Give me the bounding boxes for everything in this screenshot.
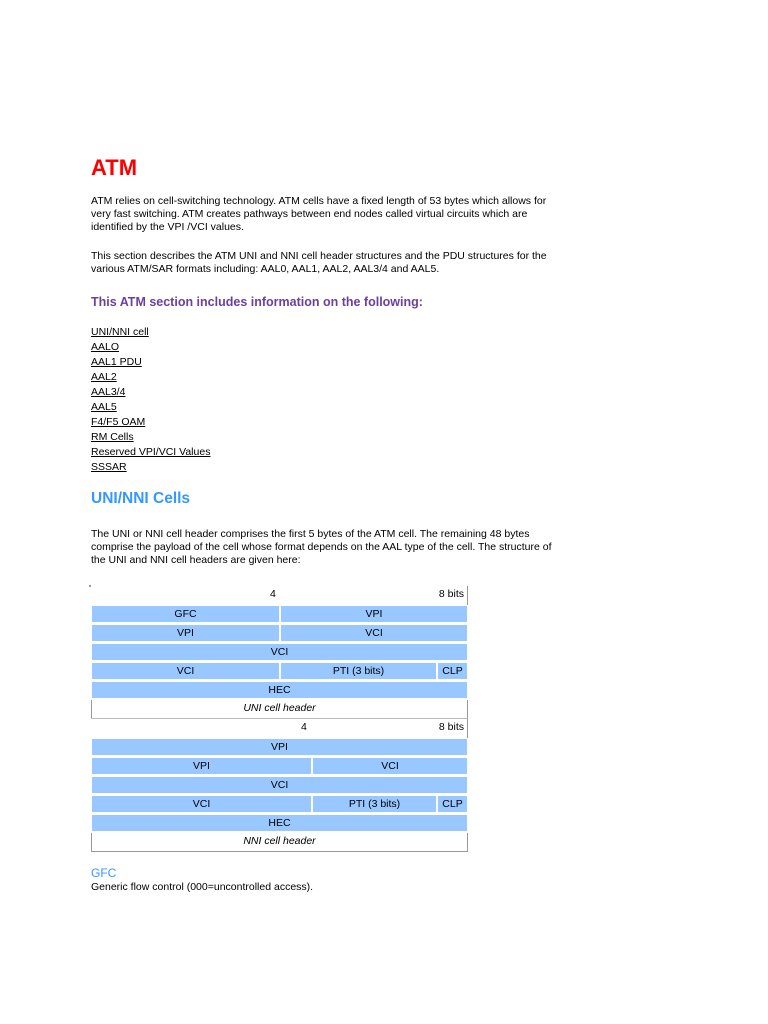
field-vpi: VPI <box>91 757 312 775</box>
uni-table-caption: UNI cell header <box>91 700 468 719</box>
field-vci: VCI <box>91 776 468 794</box>
uni-nni-paragraph: The UNI or NNI cell header comprises the first 5 bytes of the ATM cell. The remaining 48 bytes comprise the payload of the cell whose format depends on the AAL type of the cell. The structure of the UNI and NNI cell headers are given here: <box>91 528 552 566</box>
link-rm-cells[interactable]: RM Cells <box>91 431 134 443</box>
table-row <box>91 795 468 814</box>
intro-paragraph-1: ATM relies on cell-switching technology. ATM cells have a fixed length of 53 bytes which allows for very fast switching. ATM creates pathways between end nodes called virtual circuits which are identified by the VPI /VCI values. <box>91 195 547 233</box>
bit-marker-mid: 4 <box>301 721 307 733</box>
link-uni-nni-cell[interactable]: UNI/NNI cell <box>91 326 149 338</box>
field-pti: PTI (3 bits) <box>280 662 437 680</box>
link-aal5[interactable]: AAL5 <box>91 401 117 413</box>
table-row <box>91 605 468 624</box>
link-aalo[interactable]: AALO <box>91 341 120 353</box>
field-vpi: VPI <box>280 605 468 623</box>
field-vci: VCI <box>91 662 280 680</box>
topic-link-list <box>91 325 210 475</box>
field-vpi: VPI <box>91 738 468 756</box>
field-gfc: GFC <box>91 605 280 623</box>
field-hec: HEC <box>91 681 468 699</box>
nni-table-caption: NNI cell header <box>91 833 468 852</box>
table-row <box>91 757 468 776</box>
uni-cell-header-table <box>91 586 468 719</box>
gfc-description: Generic flow control (000=uncontrolled access). <box>91 881 314 893</box>
uni-nni-section-heading: UNI/NNI Cells <box>91 490 191 507</box>
table-row <box>91 738 468 757</box>
gfc-heading: GFC <box>91 866 117 880</box>
link-aal1-pdu[interactable]: AAL1 PDU <box>91 356 142 368</box>
table-row <box>91 643 468 662</box>
field-vci: VCI <box>312 757 468 775</box>
table-row <box>91 814 468 833</box>
table-row <box>91 662 468 681</box>
link-f4-f5-oam[interactable]: F4/F5 OAM <box>91 416 146 428</box>
field-pti: PTI (3 bits) <box>312 795 437 813</box>
bit-marker-row <box>91 718 468 738</box>
field-hec: HEC <box>91 814 468 832</box>
field-vpi: VPI <box>91 624 280 642</box>
field-vci: VCI <box>91 795 312 813</box>
link-reserved-vpi-vci[interactable]: Reserved VPI/VCI Values <box>91 446 211 458</box>
link-aal2[interactable]: AAL2 <box>91 371 117 383</box>
field-vci: VCI <box>280 624 468 642</box>
field-clp: CLP <box>437 662 468 680</box>
link-sssar[interactable]: SSSAR <box>91 461 127 473</box>
bit-marker-end: 8 bits <box>438 721 464 733</box>
section-includes-heading: This ATM section includes information on the following: <box>91 295 423 309</box>
page-title: ATM <box>91 155 138 180</box>
bit-marker-end: 8 bits <box>438 588 464 600</box>
nni-cell-header-table <box>91 718 468 852</box>
table-row <box>91 624 468 643</box>
table-row <box>91 776 468 795</box>
intro-paragraph-2: This section describes the ATM UNI and NNI cell header structures and the PDU structures for the various ATM/SAR formats including: AAL0, AAL1, AAL2, AAL3/4 and AAL5. <box>91 250 547 275</box>
bit-marker-mid: 4 <box>270 588 276 600</box>
bit-marker-row <box>91 586 468 605</box>
field-vci: VCI <box>91 643 468 661</box>
field-clp: CLP <box>437 795 468 813</box>
table-row <box>91 681 468 700</box>
link-aal3-4[interactable]: AAL3/4 <box>91 386 126 398</box>
